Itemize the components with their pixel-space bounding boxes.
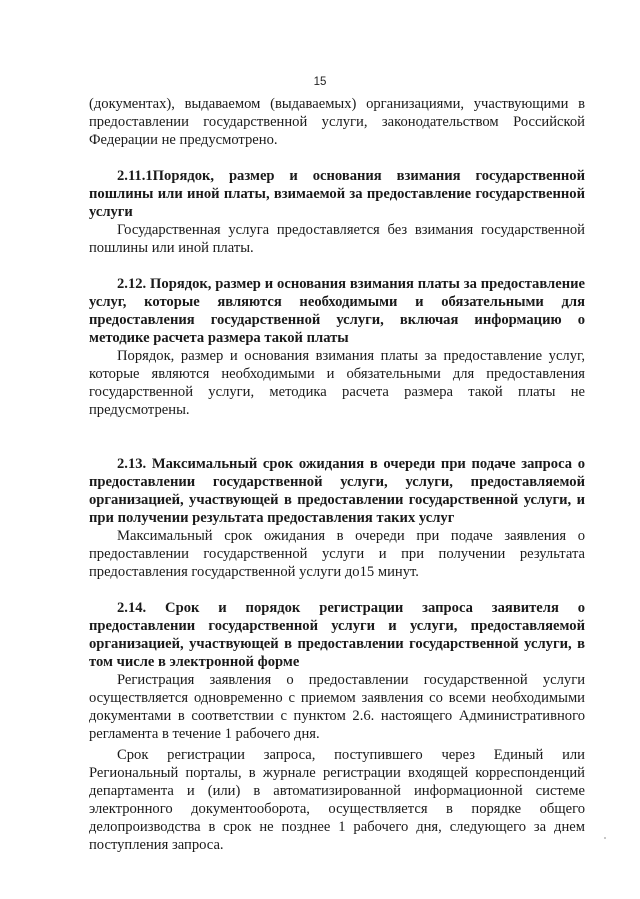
section-2-13-heading: 2.13. Максимальный срок ожидания в очереди при подаче запроса о предоставлении государственной услуги, услуги, предоставляемой организацией, участвующей в предоставлении государственной услуги, и при получении результата предоставления таких услуг — [89, 456, 585, 526]
section-2-12-body: Порядок, размер и основания взимания платы за предоставление услуг, которые являются необходимыми и обязательными для предоставления государственной услуги, методика расчета размера такой платы не предусмотрены. — [89, 348, 585, 418]
section-2-11-1-heading: 2.11.1Порядок, размер и основания взимания государственной пошлины или иной платы, взимаемой за предоставление государственной услуги — [89, 168, 585, 220]
page-content — [89, 95, 585, 854]
section-2-14-body-1: Регистрация заявления о предоставлении государственной услуги осуществляется одновременно с приемом заявления со всеми необходимыми документами в соответствии с пунктом 2.6. настоящего Административного регламента в течение 1 рабочего дня. — [89, 672, 585, 742]
scan-speck — [604, 837, 606, 839]
section-2-14-heading: 2.14. Срок и порядок регистрации запроса заявителя о предоставлении государственной услуги и услуги, предоставляемой организацией, участвующей в предоставлении государственной услуги, в том числе в электронной форме — [89, 600, 585, 670]
continuation-paragraph: (документах), выдаваемом (выдаваемых) организациями, участвующими в предоставлении государственной услуги, законодательством Российской Федерации не предусмотрено. — [89, 96, 585, 148]
section-2-12-heading: 2.12. Порядок, размер и основания взимания платы за предоставление услуг, которые являются необходимыми и обязательными для предоставления государственной услуги, включая информацию о методике расчета размера такой платы — [89, 276, 585, 346]
section-2-11-1-body: Государственная услуга предоставляется без взимания государственной пошлины или иной платы. — [89, 222, 585, 256]
section-2-14-body-2: Срок регистрации запроса, поступившего через Единый или Региональный порталы, в журнале регистрации входящей корреспонденций департамента и (или) в автоматизированной информационной системе электронного документооборота, осуществляется в порядке общего делопроизводства в срок не позднее 1 рабочего дня, следующего за днем поступления запроса. — [89, 747, 585, 853]
page-number: 15 — [313, 76, 327, 88]
section-2-13-body: Максимальный срок ожидания в очереди при подаче заявления о предоставлении государственной услуги и при получении результата предоставления государственной услуги до15 минут. — [89, 528, 585, 580]
